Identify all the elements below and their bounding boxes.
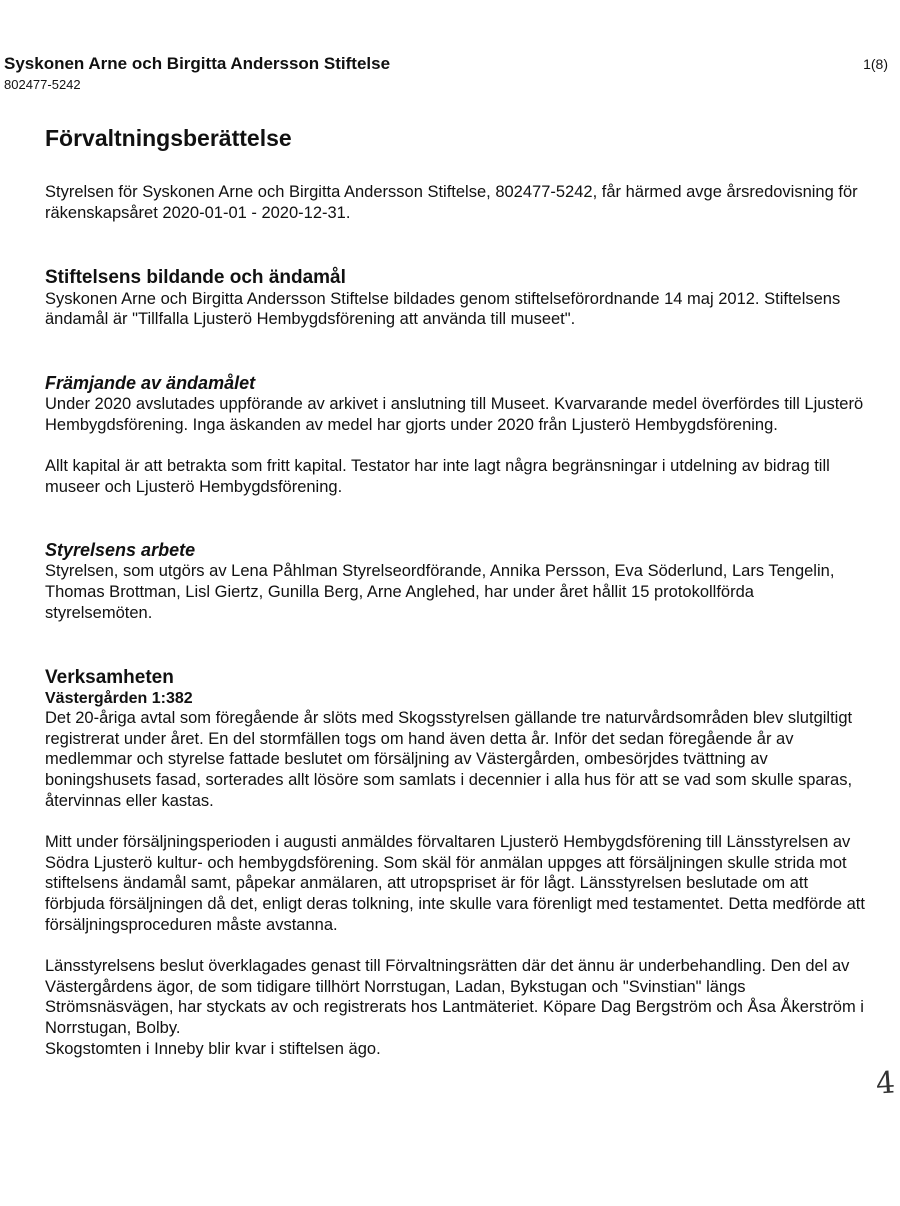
section-heading-verksamheten: Verksamheten (45, 666, 174, 688)
section-text-framjande-2: Allt kapital är att betrakta som fritt kapital. Testator har inte lagt några begränsningar i utdelning av bidrag till museer och Ljusterö Hembygdsförening. (45, 456, 830, 496)
section-heading-framjande: Främjande av ändamålet (45, 373, 256, 394)
header-org-number: 802477-5242 (4, 77, 81, 92)
section-bildande (45, 266, 865, 331)
section-heading-bildande: Stiftelsens bildande och ändamål (45, 266, 346, 288)
page-indicator: 1(8) (863, 56, 888, 72)
document-body (45, 124, 865, 1060)
section-text-verksamheten-3: Länsstyrelsens beslut överklagades genast till Förvaltningsrätten där det ännu är underbehandling. Den del av Västergårdens ägor, de som tidigare tillhört Norrstugan, Ladan, Bykstugan och "Svinstian" längs Strömsnäsvägen, har styckats av och registrerats hos Lantmäteriet. Köpare Dag Bergström och Åsa Åkerström i Norrstugan, Bolby. (45, 956, 864, 1038)
section-text-bildande: Syskonen Arne och Birgitta Andersson Stiftelse bildades genom stiftelseförordnande 14 maj 2012. Stiftelsens ändamål är "Tillfalla Ljusterö Hembygdsförening att använda till museet". (45, 289, 841, 329)
document-title: Förvaltningsberättelse (45, 125, 292, 151)
intro-paragraph: Styrelsen för Syskonen Arne och Birgitta Andersson Stiftelse, 802477-5242, får härmed avge årsredovisning för räkenskapsåret 2020-01-01 - 2020-12-31. (45, 183, 858, 222)
subheading-vastergarden: Västergården 1:382 (45, 689, 193, 707)
section-text-verksamheten-4: Skogstomten i Inneby blir kvar i stiftelsen ägo. (45, 1039, 381, 1058)
header-organization: Syskonen Arne och Birgitta Andersson Stiftelse (4, 54, 391, 73)
section-text-verksamheten-1: Det 20-åriga avtal som föregående år slöts med Skogsstyrelsen gällande tre naturvårdsområden blev slutgiltigt registrerat under året. En del stormfällen togs om hand även detta år. Inför det sedan föregående år av medlemmar och styrelse fattade beslutet om försäljning av Västergården, ombesörjdes tvättning av boningshusets fasad, sorterades allt lösöre som samlats i decennier i alla hus för att se vad som skulle sparas, återvinnas eller kastas. (45, 708, 853, 810)
section-framjande (45, 372, 865, 497)
handwritten-page-mark: 4 (874, 1065, 897, 1102)
section-styrelsens-arbete (45, 539, 865, 623)
section-verksamheten (45, 666, 865, 1060)
section-text-styrelsens-arbete: Styrelsen, som utgörs av Lena Påhlman Styrelseordförande, Annika Persson, Eva Söderlund, Lars Tengelin, Thomas Brottman, Lisl Giertz, Gunilla Berg, Arne Anglehed, har under året hållit 15 protokollförda styrelsemöten. (45, 562, 835, 622)
section-heading-styrelsens-arbete: Styrelsens arbete (45, 540, 196, 561)
section-text-framjande-1: Under 2020 avslutades uppförande av arkivet i anslutning till Museet. Kvarvarande medel överfördes till Ljusterö Hembygdsförening. Inga äskanden av medel har gjorts under 2020 från Ljusterö Hembygdsförening. (45, 395, 864, 434)
section-text-verksamheten-2: Mitt under försäljningsperioden i augusti anmäldes förvaltaren Ljusterö Hembygdsförening till Länsstyrelsen av Södra Ljusterö kultur- och hembygdsförening. Som skäl för anmälan uppges att försäljningen skulle strida mot stiftelsens ändamål samt, påpekar anmälaren, att utropspriset är för lågt. Länsstyrelsen beslutade om att förbjuda försäljningen då det, enligt deras tolkning, inte skulle vara förenligt med testamentet. Detta medförde att försäljningsproceduren måste avstanna. (45, 832, 865, 934)
